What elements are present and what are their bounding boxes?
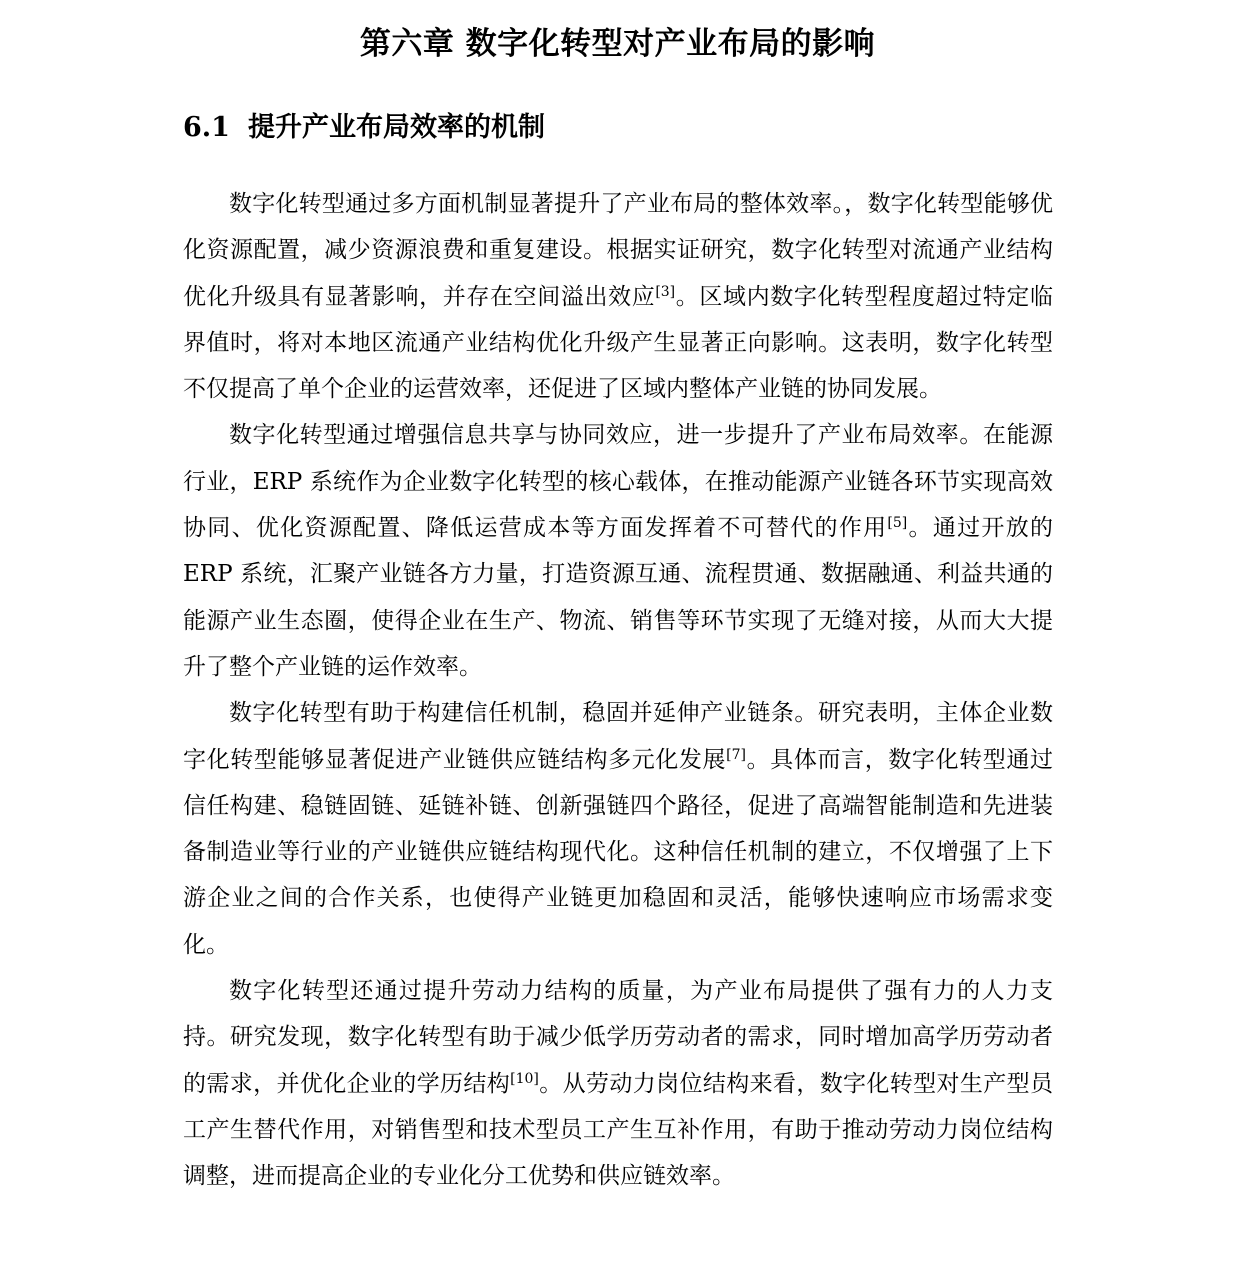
section-number: 6.1 xyxy=(183,112,230,143)
body-text xyxy=(183,181,1053,1200)
paragraph-text: 。区域内数字化转型程度超过特定临界值时，将对本地区流通产业结构优化升级产生显著正向影响。这表明，数字化转型不仅提高了单个企业的运营效率，还促进了区域内整体产业链的协同发展。 xyxy=(183,283,1054,403)
citation-marker: [5] xyxy=(887,515,908,532)
paragraph-text: 。从劳动力岗位结构来看，数字化转型对生产型员工产生替代作用，对销售型和技术型员工产生互补作用，有助于推动劳动力岗位结构调整，进而提高企业的专业化分工优势和供应链效率。 xyxy=(183,1070,1054,1190)
citation-marker: [10] xyxy=(510,1070,539,1087)
paragraph xyxy=(183,412,1053,690)
citation-marker: [7] xyxy=(726,746,746,763)
paragraph xyxy=(183,690,1053,968)
citation-marker: [3] xyxy=(655,283,676,300)
paragraph xyxy=(183,968,1053,1199)
chapter-title: 第六章 数字化转型对产业布局的影响 xyxy=(359,26,876,62)
section-heading xyxy=(183,104,545,152)
section-title: 提升产业布局效率的机制 xyxy=(247,112,545,143)
paragraph-text: 。具体而言，数字化转型通过信任构建、稳链固链、延链补链、创新强链四个路径，促进了高端智能制造和先进装备制造业等行业的产业链供应链结构现代化。这种信任机制的建立，不仅增强了上下游企业之间的合作关系，也使得产业链更加稳固和灵活，能够快速响应市场需求变化。 xyxy=(183,746,1054,958)
paragraph-text: 数字化转型通过多方面机制显著提升了产业布局的整体效率。，数字化转型能够优化资源配置，减少资源浪费和重复建设。根据实证研究，数字化转型对流通产业结构优化升级具有显著影响，并存在空间溢出效应 xyxy=(183,191,1053,310)
paragraph xyxy=(183,181,1053,412)
paragraph-text: 数字化转型还通过提升劳动力结构的质量，为产业布局提供了强有力的人力支持。研究发现，数字化转型有助于减少低学历劳动者的需求，同时增加高学历劳动者的需求，并优化企业的学历结构 xyxy=(183,978,1053,1097)
paragraph-text: 。通过开放的 ERP 系统，汇聚产业链各方力量，打造资源互通、流程贯通、数据融通、利益共通的能源产业生态圈，使得企业在生产、物流、销售等环节实现了无缝对接，从而大大提升了整个产业链的运作效率。 xyxy=(183,515,1054,680)
paragraph-text: 数字化转型有助于构建信任机制，稳固并延伸产业链条。研究表明，主体企业数字化转型能够显著促进产业链供应链结构多元化发展 xyxy=(183,700,1053,773)
paragraph-text: 数字化转型通过增强信息共享与协同效应，进一步提升了产业布局效率。在能源行业，ERP 系统作为企业数字化转型的核心载体，在推动能源产业链各环节实现高效协同、优化资源配置、降低运营成本等方面发挥着不可替代的作用 xyxy=(183,422,1053,542)
